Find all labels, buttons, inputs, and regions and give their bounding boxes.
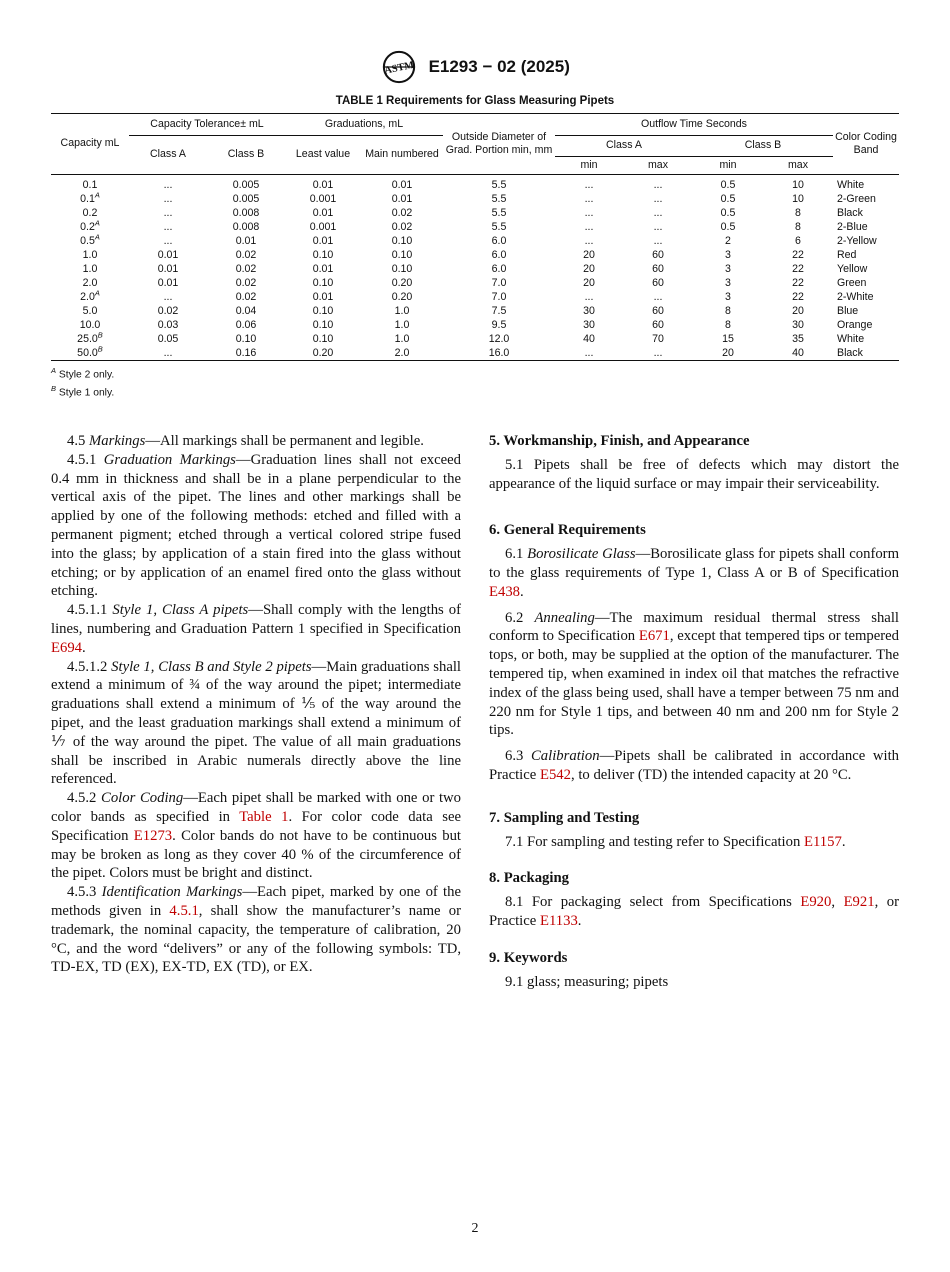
header-capacity: Capacity mL xyxy=(51,114,129,175)
header-outflow-time: Outflow Time Seconds xyxy=(555,114,833,136)
cell-color: 2-Blue xyxy=(837,221,868,233)
cell-amin: 30 xyxy=(583,305,595,317)
table-row xyxy=(51,332,899,346)
cell-main: 0.10 xyxy=(391,263,413,275)
cell-cap: $0.1^A$ xyxy=(80,190,100,205)
cell-od: 5.5 xyxy=(491,179,507,191)
cell-bmin: 8 xyxy=(725,319,731,331)
table-row xyxy=(51,234,899,248)
cell-od: 5.5 xyxy=(491,193,507,205)
cell-od: 12.0 xyxy=(488,333,510,345)
cell-tb: 0.005 xyxy=(232,179,260,191)
header-outside-diameter: Outside Diameter of Grad. Portion min, mm xyxy=(443,114,555,175)
cell-least: 0.01 xyxy=(312,235,334,247)
cell-amax: 60 xyxy=(652,277,664,289)
cell-tb: 0.16 xyxy=(235,347,257,359)
cell-color: 2-Green xyxy=(837,193,876,205)
cell-main: 0.02 xyxy=(391,207,413,219)
cell-od: 5.5 xyxy=(491,221,507,233)
header-a-min: min xyxy=(555,157,623,175)
cell-color: White xyxy=(837,179,865,191)
cell-color: Green xyxy=(837,277,867,289)
cell-cap: 0.2 xyxy=(82,207,98,219)
cell-bmax: 35 xyxy=(792,333,804,345)
cell-amax: ... xyxy=(653,207,663,219)
cell-tb: 0.02 xyxy=(235,249,257,261)
cell-cap: 2.0 xyxy=(82,277,98,289)
cell-ta: 0.05 xyxy=(157,333,179,345)
cell-tb: 0.008 xyxy=(232,221,260,233)
cell-od: 6.0 xyxy=(491,235,507,247)
link-4-5-1[interactable]: 4.5.1 xyxy=(169,902,199,919)
link-e921[interactable]: E921 xyxy=(843,894,875,911)
footnote-mark: B xyxy=(97,330,103,340)
heading-section-9: 9. Keywords xyxy=(489,949,568,966)
cell-least: 0.001 xyxy=(309,221,337,233)
header-color-band: Color Coding Band xyxy=(833,114,899,175)
cell-amax: 60 xyxy=(652,319,664,331)
cell-bmin: 0.5 xyxy=(720,207,736,219)
cell-main: 0.20 xyxy=(391,291,413,303)
cell-least: 0.01 xyxy=(312,179,334,191)
cell-bmax: 40 xyxy=(792,347,804,359)
footnote-b: $^B$ Style 1 only. xyxy=(51,384,115,399)
table-row xyxy=(51,175,899,193)
footnote-mark: B xyxy=(97,344,103,354)
para-4-5-1-1: 4.5.1.1 Style 1, Class A pipets—Shall comply with the lengths of lines, numbering and Graduation Pattern 1 specified in Specification E694. xyxy=(51,602,462,656)
cell-color: 2-Yellow xyxy=(837,235,877,247)
cell-amax: ... xyxy=(653,291,663,303)
cell-main: 2.0 xyxy=(394,347,410,359)
footnote-mark: A xyxy=(94,288,100,298)
cell-color: Blue xyxy=(837,305,859,317)
cell-bmax: 20 xyxy=(792,305,804,317)
cell-bmax: 30 xyxy=(792,319,804,331)
cell-amax: 60 xyxy=(652,249,664,261)
header-main-numbered: Main numbered xyxy=(361,136,443,175)
cell-least: 0.10 xyxy=(312,277,334,289)
cell-main: 0.10 xyxy=(391,235,413,247)
cell-bmax: 22 xyxy=(792,291,804,303)
link-e542[interactable]: E542 xyxy=(539,766,571,783)
cell-bmax: 8 xyxy=(795,207,801,219)
cell-amax: ... xyxy=(653,193,663,205)
cell-amin: ... xyxy=(584,193,594,205)
cell-bmin: 3 xyxy=(725,277,731,289)
cell-cap: 0.1 xyxy=(82,179,98,191)
cell-bmin: 20 xyxy=(722,347,734,359)
para-6-3: 6.3 Calibration—Pipets shall be calibrated in accordance with Practice E542, to deliver (TD) the intended capacity at 20 °C. xyxy=(489,748,900,783)
cell-least: 0.10 xyxy=(312,305,334,317)
cell-tb: 0.02 xyxy=(235,277,257,289)
footnote-mark: A xyxy=(94,218,100,228)
cell-color: Black xyxy=(837,347,863,359)
cell-ta: ... xyxy=(163,347,173,359)
cell-main: 1.0 xyxy=(394,333,410,345)
header-outflow-class-a: Class A xyxy=(555,136,693,157)
link-table-1[interactable]: Table 1 xyxy=(239,808,289,825)
para-4-5-2: 4.5.2 Color Coding—Each pipet shall be marked with one or two color bands as specified in Table 1. For color code data see Specification E1273. Color bands do not have to be continuous but may be broken as long as they cover 40 % of the circumference of the pipet. Colors must be bright and distinct. xyxy=(51,790,462,882)
cell-amax: 70 xyxy=(652,333,664,345)
svg-text:ASTM: ASTM xyxy=(383,59,416,77)
cell-bmin: 8 xyxy=(725,305,731,317)
cell-od: 5.5 xyxy=(491,207,507,219)
cell-tb: 0.04 xyxy=(235,305,257,317)
para-6-2: 6.2 Annealing—The maximum residual thermal stress shall conform to Specification E671, except that tempered tips or tempered tops, or both, may be supplied at the option of the manufacturer. The tempered tip, when examined in index oil that matches the refractive index of the glass being used, shall have a temper between 75 nm and 220 nm for Style 1 tips, and between 40 nm and 200 nm for Style 2 tips. xyxy=(489,609,899,739)
cell-od: 7.0 xyxy=(491,291,507,303)
cell-amin: 30 xyxy=(583,319,595,331)
cell-color: White xyxy=(837,333,865,345)
cell-cap: $25.0^B$ xyxy=(77,330,103,345)
table-row xyxy=(51,248,899,262)
header-b-min: min xyxy=(693,157,763,175)
cell-amax: ... xyxy=(653,221,663,233)
cell-color: Black xyxy=(837,207,863,219)
cell-bmin: 15 xyxy=(722,333,734,345)
para-8-1: 8.1 For packaging select from Specifications E920, E921, or Practice E1133. xyxy=(489,894,899,929)
document-designation: E1293 − 02 (2025) xyxy=(428,57,570,76)
cell-cap: $2.0^A$ xyxy=(80,288,100,303)
cell-amin: 40 xyxy=(583,333,595,345)
cell-tb: 0.008 xyxy=(232,207,260,219)
cell-ta: ... xyxy=(163,193,173,205)
cell-od: 6.0 xyxy=(491,263,507,275)
cell-ta: ... xyxy=(163,221,173,233)
cell-amin: 20 xyxy=(583,249,595,261)
table-footnotes xyxy=(51,364,114,401)
link-e438[interactable]: E438 xyxy=(489,583,521,600)
cell-ta: 0.01 xyxy=(157,277,179,289)
cell-ta: 0.01 xyxy=(157,249,179,261)
right-column xyxy=(489,432,899,991)
cell-bmax: 10 xyxy=(792,179,804,191)
table-row xyxy=(51,206,899,220)
cell-least: 0.01 xyxy=(312,291,334,303)
para-7-1: 7.1 For sampling and testing refer to Specification E1157. xyxy=(505,833,846,850)
cell-main: 0.02 xyxy=(391,221,413,233)
link-e1273[interactable]: E1273 xyxy=(133,827,173,844)
cell-color: Orange xyxy=(837,319,873,331)
cell-least: 0.01 xyxy=(312,207,334,219)
table-row xyxy=(51,262,899,276)
cell-bmin: 0.5 xyxy=(720,221,736,233)
cell-amin: ... xyxy=(584,235,594,247)
cell-od: 16.0 xyxy=(488,347,510,359)
cell-tb: 0.005 xyxy=(232,193,260,205)
cell-amax: ... xyxy=(653,347,663,359)
table-row xyxy=(51,276,899,290)
cell-amax: ... xyxy=(653,235,663,247)
header-tol-class-a: Class A xyxy=(129,136,207,175)
header-tolerance: Capacity Tolerance± mL xyxy=(129,114,285,136)
cell-ta: 0.02 xyxy=(157,305,179,317)
cell-amax: 60 xyxy=(652,263,664,275)
cell-least: 0.10 xyxy=(312,249,334,261)
cell-amin: ... xyxy=(584,291,594,303)
page-number: 2 xyxy=(471,1221,479,1236)
table-row xyxy=(51,318,899,332)
cell-amax: 60 xyxy=(652,305,664,317)
cell-ta: 0.03 xyxy=(157,319,179,331)
table-row xyxy=(51,346,899,361)
para-9-1: 9.1 glass; measuring; pipets xyxy=(505,973,669,990)
cell-tb: 0.02 xyxy=(235,291,257,303)
cell-main: 0.10 xyxy=(391,249,413,261)
cell-cap: 10.0 xyxy=(79,319,101,331)
cell-ta: ... xyxy=(163,207,173,219)
cell-bmax: 22 xyxy=(792,277,804,289)
header-graduations: Graduations, mL xyxy=(285,114,443,136)
cell-amin: ... xyxy=(584,221,594,233)
requirements-table xyxy=(51,113,899,361)
heading-section-6: 6. General Requirements xyxy=(489,522,646,539)
cell-amin: ... xyxy=(584,347,594,359)
cell-ta: ... xyxy=(163,291,173,303)
cell-od: 7.0 xyxy=(491,277,507,289)
link-e1157[interactable]: E1157 xyxy=(804,833,842,850)
cell-bmin: 0.5 xyxy=(720,179,736,191)
document-header xyxy=(0,50,950,84)
link-e671[interactable]: E671 xyxy=(638,628,670,645)
cell-bmax: 6 xyxy=(795,235,801,247)
cell-cap: $0.2^A$ xyxy=(80,218,100,233)
header-least-value: Least value xyxy=(285,136,361,175)
cell-least: 0.20 xyxy=(312,347,334,359)
cell-main: 0.20 xyxy=(391,277,413,289)
cell-tb: 0.02 xyxy=(235,263,257,275)
cell-bmax: 10 xyxy=(792,193,804,205)
cell-cap: $0.5^A$ xyxy=(80,232,100,247)
table-row xyxy=(51,290,899,304)
para-4-5-1-2: 4.5.1.2 Style 1, Class B and Style 2 pipets—Main graduations shall extend a minimum of ¾ of the way around the pipet; intermediate graduations shall extend a minimum of ⅕ of the way around the pipet, and the least graduation markings shall extend a minimum of ⅐ of the way around the pipet. The value of all main graduations shall be inscribed in Arabic numerals directly above the line referenced. xyxy=(51,658,461,788)
cell-main: 1.0 xyxy=(394,305,410,317)
header-a-max: max xyxy=(623,157,693,175)
link-e920[interactable]: E920 xyxy=(800,894,832,911)
cell-color: Red xyxy=(837,249,857,261)
cell-tb: 0.10 xyxy=(235,333,257,345)
cell-bmax: 22 xyxy=(792,263,804,275)
heading-section-7: 7. Sampling and Testing xyxy=(489,809,640,826)
cell-tb: 0.01 xyxy=(235,235,257,247)
header-b-max: max xyxy=(763,157,833,175)
table-row xyxy=(51,192,899,206)
cell-amin: ... xyxy=(584,207,594,219)
table-row xyxy=(51,220,899,234)
cell-od: 7.5 xyxy=(491,305,507,317)
left-column xyxy=(51,432,461,977)
header-outflow-class-b: Class B xyxy=(693,136,833,157)
cell-od: 6.0 xyxy=(491,249,507,261)
cell-main: 0.01 xyxy=(391,193,413,205)
cell-cap: 1.0 xyxy=(82,249,98,261)
para-4-5-3: 4.5.3 Identification Markings—Each pipet, marked by one of the methods given in 4.5.1, shall show the manufacturer’s name or trademark, the nominal capacity, the temperature of calibration, 20 °C, and the word “delivers” or any of the following symbols: TD, TD-EX, TD (EX), EX-TD, EX (TD), or EX. xyxy=(51,884,461,976)
cell-amin: ... xyxy=(584,179,594,191)
cell-bmin: 3 xyxy=(725,291,731,303)
cell-bmin: 3 xyxy=(725,263,731,275)
cell-ta: 0.01 xyxy=(157,263,179,275)
para-5-1: 5.1 Pipets shall be free of defects which may distort the appearance of the liquid surface or may impair their serviceability. xyxy=(489,456,899,492)
table-title: TABLE 1 Requirements for Glass Measuring Pipets xyxy=(335,95,615,107)
cell-least: 0.01 xyxy=(312,263,334,275)
para-4-5-1: 4.5.1 Graduation Markings—Graduation lines shall not exceed 0.4 mm in thickness and shall be in a plane perpendicular to the vertical axis of the pipet. The lines and other markings shall be applied by one of the following methods: etched and filled with a permanent pigment; etched through a vertical colored stripe fused into the glass; by application of a stain fired into the glass without etching; or by application of an enamel fired onto the glass without etching. xyxy=(51,451,462,600)
heading-section-8: 8. Packaging xyxy=(489,870,569,887)
cell-od: 9.5 xyxy=(491,319,507,331)
footnote-a: $^A$ Style 2 only. xyxy=(51,366,115,381)
cell-main: 1.0 xyxy=(394,319,410,331)
cell-least: 0.001 xyxy=(309,193,337,205)
para-6-1: 6.1 Borosilicate Glass—Borosilicate glass for pipets shall conform to the glass requirements of Type 1, Class A or B of Specification E438. xyxy=(489,546,899,600)
footnote-mark: A xyxy=(94,232,100,242)
cell-cap: 5.0 xyxy=(82,305,98,317)
cell-main: 0.01 xyxy=(391,179,413,191)
para-4-5: 4.5 Markings—All markings shall be permanent and legible. xyxy=(67,433,424,449)
cell-tb: 0.06 xyxy=(235,319,257,331)
cell-amin: 20 xyxy=(583,277,595,289)
cell-ta: ... xyxy=(163,235,173,247)
cell-bmin: 3 xyxy=(725,249,731,261)
cell-bmin: 2 xyxy=(725,235,731,247)
link-e1133[interactable]: E1133 xyxy=(539,912,578,929)
cell-amin: 20 xyxy=(583,263,595,275)
cell-bmax: 22 xyxy=(792,249,804,261)
astm-logo-icon xyxy=(380,50,418,84)
header-tol-class-b: Class B xyxy=(207,136,285,175)
link-e694[interactable]: E694 xyxy=(51,639,83,656)
cell-amax: ... xyxy=(653,179,663,191)
cell-least: 0.10 xyxy=(312,333,334,345)
footnote-mark: A xyxy=(94,190,100,200)
table-row xyxy=(51,304,899,318)
cell-color: 2-White xyxy=(837,291,874,303)
table-body xyxy=(51,175,899,361)
cell-bmax: 8 xyxy=(795,221,801,233)
cell-color: Yellow xyxy=(837,263,868,275)
cell-cap: 1.0 xyxy=(82,263,98,275)
cell-bmin: 0.5 xyxy=(720,193,736,205)
cell-least: 0.10 xyxy=(312,319,334,331)
heading-section-5: 5. Workmanship, Finish, and Appearance xyxy=(489,433,750,449)
cell-cap: $50.0^B$ xyxy=(77,344,103,359)
cell-ta: ... xyxy=(163,179,173,191)
